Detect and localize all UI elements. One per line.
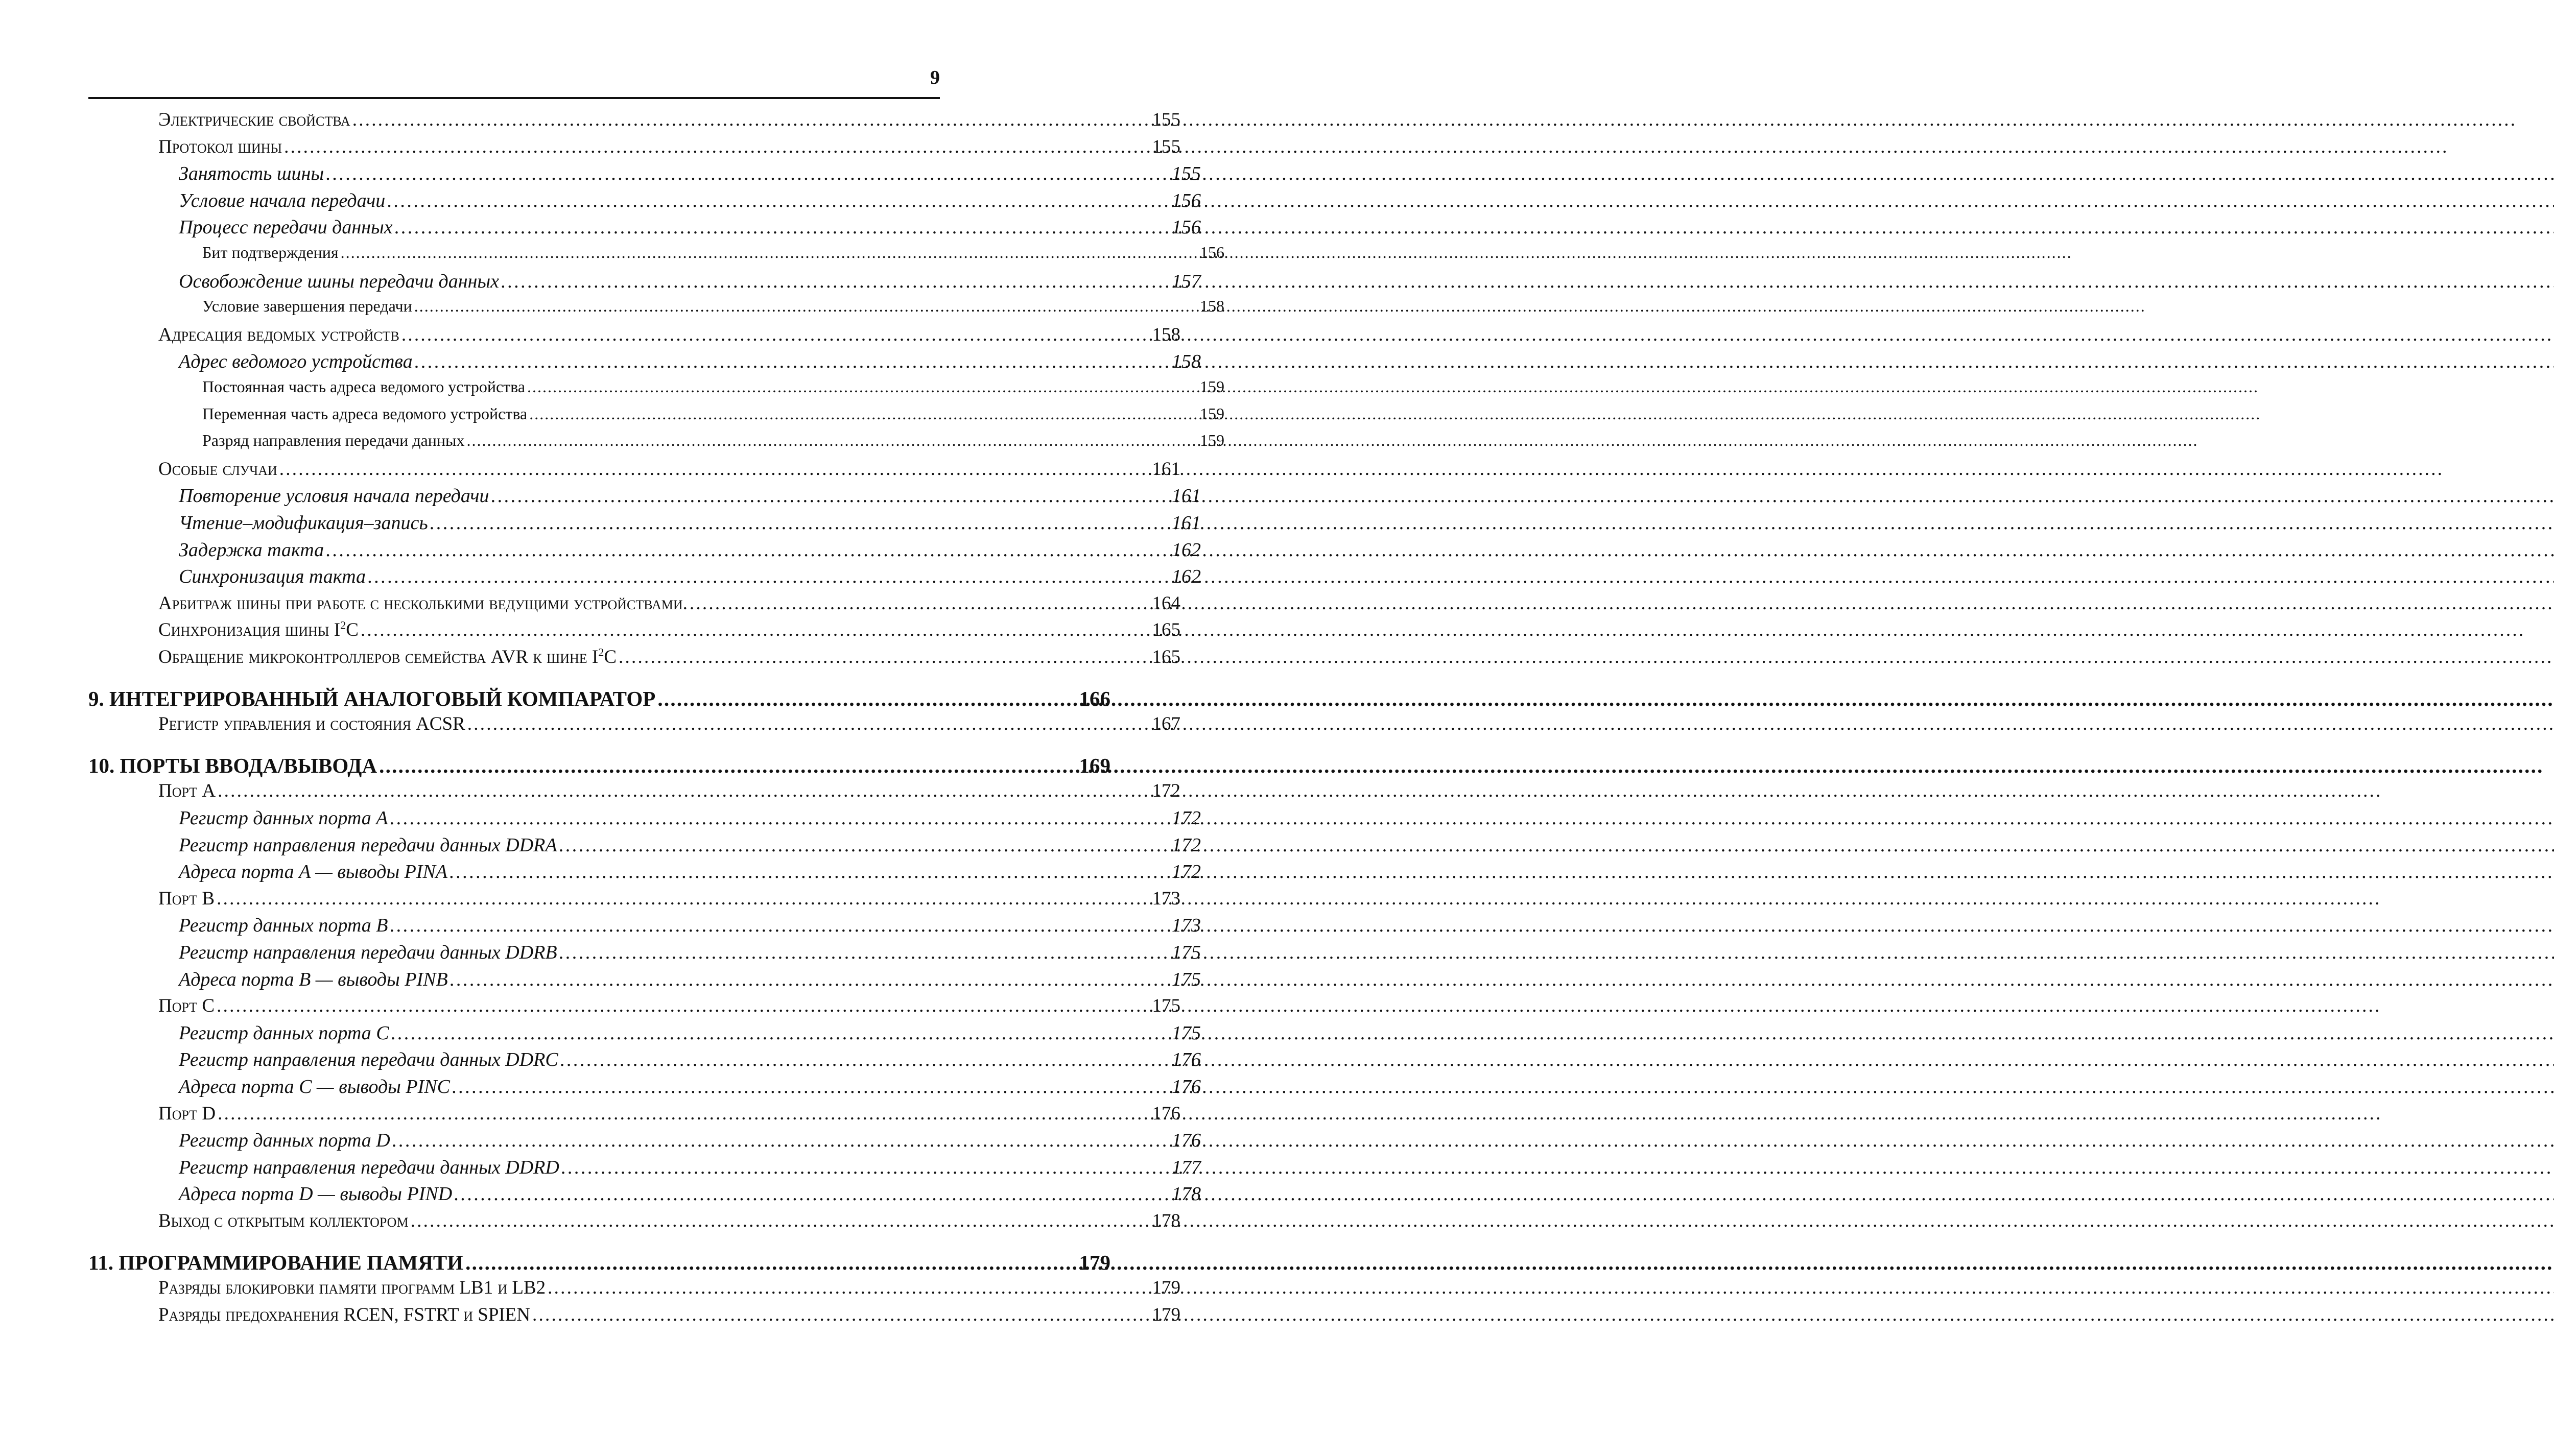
toc-entry-title xyxy=(179,1129,390,1152)
dot-leader xyxy=(532,1304,1148,1326)
toc-entry-page: 164 xyxy=(1152,593,1180,614)
toc-entry-title xyxy=(179,512,428,534)
toc-entry[interactable] xyxy=(0,780,1263,806)
toc-entry-page: 175 xyxy=(1172,969,1201,990)
toc-entry-page: 178 xyxy=(1172,1183,1201,1205)
toc-entry[interactable] xyxy=(0,888,1263,914)
toc-entry[interactable] xyxy=(0,995,1263,1021)
toc-entry-page: 172 xyxy=(1172,834,1201,856)
toc-entry-page: 156 xyxy=(1172,190,1201,211)
toc-entry[interactable] xyxy=(0,136,1263,162)
toc-entry-page: 158 xyxy=(1152,324,1180,345)
toc-entry-title-text: Порт B xyxy=(158,888,215,909)
toc-entry-title xyxy=(88,686,655,711)
dot-leader xyxy=(561,1156,1168,1179)
toc-entry-title xyxy=(158,324,399,346)
toc-entry-title xyxy=(158,995,215,1017)
toc-entry-page: 176 xyxy=(1172,1049,1201,1070)
toc-entry-title-text: Адреса порта D — выводы PIND xyxy=(179,1183,453,1205)
dot-leader xyxy=(559,834,1168,856)
toc-entry-page: 179 xyxy=(1152,1304,1180,1325)
toc-entry-page: 155 xyxy=(1152,109,1180,130)
toc-entry-title-text: Переменная часть адреса ведомого устройства xyxy=(202,404,528,423)
toc-entry-title-text: Регистр управления и состояния ACSR xyxy=(158,713,465,734)
toc-entry-title xyxy=(179,270,499,293)
toc-entry-page: 157 xyxy=(1172,271,1201,292)
toc-entry-title xyxy=(158,136,282,158)
toc-entry[interactable] xyxy=(0,713,1263,739)
dot-leader xyxy=(560,1048,1168,1071)
toc-entry[interactable] xyxy=(0,189,1283,216)
toc-entry-title xyxy=(158,458,277,480)
toc-entry-title-text: Выход с открытым коллектором xyxy=(158,1210,409,1231)
toc-entry-title-text: Регистр направления передачи данных DDRB xyxy=(179,942,557,963)
toc-entry[interactable] xyxy=(0,431,1307,458)
toc-entry[interactable] xyxy=(0,807,1283,833)
dot-leader xyxy=(491,485,1168,507)
toc-entry-title-text: Условие начала передачи xyxy=(179,190,386,211)
toc-entry[interactable] xyxy=(0,109,1263,135)
toc-entry-title xyxy=(179,807,388,829)
page-number: 9 xyxy=(930,67,940,88)
dot-leader xyxy=(368,565,1168,588)
toc-entry-page: 176 xyxy=(1172,1076,1201,1097)
toc-entry-page: 162 xyxy=(1172,539,1201,561)
toc-entry-page: 161 xyxy=(1172,512,1201,534)
toc-entry-page: 158 xyxy=(1200,297,1224,315)
dot-leader xyxy=(501,270,1168,293)
toc-entry-page: 162 xyxy=(1172,566,1201,587)
toc-entry[interactable] xyxy=(0,485,1283,511)
toc-entry-title-text: Адреса порта C — выводы PINC xyxy=(179,1076,450,1097)
toc-entry-title-text: Регистр данных порта B xyxy=(179,915,388,936)
toc-entry[interactable] xyxy=(0,458,1263,485)
dot-leader xyxy=(465,1250,1077,1275)
toc-entry-title-text: Арбитраж шины при работе с несколькими ведущими устройствами. xyxy=(158,593,688,614)
toc-entry[interactable] xyxy=(0,539,1283,565)
toc-entry-title xyxy=(179,941,557,964)
toc-entry-title xyxy=(158,592,688,614)
toc-entry[interactable] xyxy=(0,324,1263,350)
toc-entry[interactable] xyxy=(0,512,1283,538)
toc-entry[interactable] xyxy=(0,914,1283,941)
toc-entry-title-text: Постоянная часть адреса ведомого устройства xyxy=(202,377,526,396)
toc-entry-page: 173 xyxy=(1152,888,1180,909)
dot-leader xyxy=(450,968,1168,991)
toc-entry[interactable] xyxy=(0,216,1283,243)
toc-entry-title-text: Адреса порта B — выводы PINB xyxy=(179,969,448,990)
toc-entry-title xyxy=(202,297,412,316)
toc-entry-title-text: Регистр данных порта A xyxy=(179,807,388,829)
toc-entry-title-text: Регистр направления передачи данных DDRA xyxy=(179,834,557,856)
toc-entry-page: 178 xyxy=(1152,1210,1180,1231)
toc-entry-title xyxy=(158,1304,530,1326)
dot-leader xyxy=(361,619,1148,641)
toc-entry-page: 176 xyxy=(1152,1103,1180,1124)
toc-entry-page: 161 xyxy=(1152,459,1180,480)
toc-entry-title xyxy=(179,968,448,991)
dot-leader xyxy=(218,1103,1148,1125)
toc-chapter-entry[interactable] xyxy=(0,753,1193,780)
toc-entry-title-text: Разряд направления передачи данных xyxy=(202,431,465,449)
toc-entry-page: 177 xyxy=(1172,1157,1201,1178)
dot-leader xyxy=(379,753,1077,778)
toc-entry-title-text: Обращение микроконтроллеров семейства AVR к шине I xyxy=(158,647,599,667)
toc-entry-superscript: 2 xyxy=(598,646,604,659)
toc-entry-page: 158 xyxy=(1172,351,1201,372)
toc-entry-title-text: Электрические свойства xyxy=(158,109,350,130)
toc-entry-title xyxy=(179,539,324,561)
toc-entry-title xyxy=(158,109,350,131)
toc-entry-page: 169 xyxy=(1079,754,1110,777)
toc-entry-title-suffix: C xyxy=(604,647,617,667)
dot-leader xyxy=(559,941,1168,964)
header-rule xyxy=(88,97,940,99)
toc-entry-title-text: Синхронизация шины I xyxy=(158,619,341,640)
toc-entry[interactable] xyxy=(0,861,1283,887)
toc-entry-title xyxy=(202,377,525,396)
toc-entry[interactable] xyxy=(0,404,1307,431)
toc-entry-title-text: Задержка такта xyxy=(179,539,324,561)
toc-entry-page: 175 xyxy=(1152,995,1180,1016)
toc-entry-page: 176 xyxy=(1172,1130,1201,1151)
toc-entry[interactable] xyxy=(0,243,1307,270)
toc-entry[interactable] xyxy=(0,619,1263,646)
toc-entry[interactable] xyxy=(0,1076,1283,1102)
toc-entry-page: 173 xyxy=(1172,915,1201,936)
toc-entry-title-text: Адреса порта A — выводы PINA xyxy=(179,861,448,882)
toc-entry-title xyxy=(158,619,359,641)
dot-leader xyxy=(218,780,1148,802)
toc-entry-title xyxy=(179,834,557,856)
toc-entry-title xyxy=(158,1103,216,1125)
toc-entry[interactable] xyxy=(0,1129,1283,1156)
dot-leader xyxy=(548,1277,1148,1299)
toc-entry-title-text: 11. ПРОГРАММИРОВАНИЕ ПАМЯТИ xyxy=(88,1251,464,1274)
dot-leader xyxy=(390,914,1168,937)
toc-entry[interactable] xyxy=(0,1156,1283,1183)
dot-leader xyxy=(529,404,1188,423)
toc-entry-title-text: Особые случаи xyxy=(158,459,277,480)
toc-entry-page: 179 xyxy=(1152,1277,1180,1298)
dot-leader xyxy=(217,995,1148,1017)
toc-entry-title xyxy=(202,243,339,262)
dot-leader xyxy=(341,243,1188,262)
toc-entry[interactable] xyxy=(0,270,1283,297)
dot-leader xyxy=(411,1210,1148,1232)
toc-entry-title-text: Порт A xyxy=(158,780,216,801)
dot-leader xyxy=(657,686,1077,711)
dot-leader xyxy=(452,1076,1168,1098)
toc-entry-title xyxy=(179,914,388,937)
dot-leader xyxy=(391,1022,1168,1044)
toc-entry-title-text: Регистр данных порта D xyxy=(179,1130,390,1151)
toc-entry-title-text: Синхронизация такта xyxy=(179,566,366,587)
dot-leader xyxy=(430,512,1168,534)
toc-entry-page: 179 xyxy=(1079,1251,1110,1274)
toc-entry-page: 159 xyxy=(1200,377,1224,396)
toc-entry-title-suffix: C xyxy=(346,619,359,640)
toc-entry-page: 155 xyxy=(1172,163,1201,184)
toc-entry-title-text: 10. ПОРТЫ ВВОДА/ВЫВОДА xyxy=(88,754,377,777)
toc-entry[interactable] xyxy=(0,1304,1263,1330)
toc-entry[interactable] xyxy=(0,297,1307,323)
toc-entry-page: 172 xyxy=(1172,861,1201,882)
toc-entry-title-text: Освобождение шины передачи данных xyxy=(179,271,500,292)
toc-entry-title xyxy=(179,350,413,373)
toc-entry-title xyxy=(158,646,617,668)
toc-entry-title-text: Регистр направления передачи данных DDRD xyxy=(179,1157,559,1178)
toc-entry-title xyxy=(202,404,527,423)
toc-entry-title xyxy=(179,162,324,185)
toc-entry-title xyxy=(179,861,447,883)
toc-entry-title xyxy=(179,189,385,212)
toc-entry[interactable] xyxy=(0,1210,1263,1236)
toc-entry-title-text: Условие завершения передачи xyxy=(202,297,412,315)
toc-entry-page: 156 xyxy=(1172,217,1201,238)
toc-entry-title-text: Чтение–модификация–запись xyxy=(179,512,428,534)
toc-entry[interactable] xyxy=(0,565,1283,592)
toc-entry-title xyxy=(179,1076,450,1098)
dot-leader xyxy=(326,162,1168,185)
toc-entry-title xyxy=(179,216,393,238)
toc-entry[interactable] xyxy=(0,592,1263,619)
toc-entry-page: 172 xyxy=(1152,780,1180,801)
toc-entry-title xyxy=(179,1048,558,1071)
dot-leader xyxy=(390,807,1168,829)
toc-entry-title-text: Регистр направления передачи данных DDRC xyxy=(179,1049,558,1070)
toc-entry-title xyxy=(179,485,489,507)
toc-chapter-entry[interactable] xyxy=(0,1250,1193,1277)
toc-entry-page: 167 xyxy=(1152,713,1180,734)
toc-entry-title-text: Адресация ведомых устройств xyxy=(158,324,399,345)
toc-entry-page: 175 xyxy=(1172,1022,1201,1044)
toc-entry-title xyxy=(88,753,377,778)
dot-leader xyxy=(414,297,1188,316)
toc-entry-title-text: Порт C xyxy=(158,995,215,1016)
toc-entry[interactable] xyxy=(0,350,1283,377)
toc-entry-title-text: Разряды блокировки памяти программ LB1 и LB2 xyxy=(158,1277,546,1298)
toc-entry[interactable] xyxy=(0,1048,1283,1075)
toc-entry[interactable] xyxy=(0,646,1263,673)
toc-entry-title xyxy=(202,431,464,450)
toc-entry-title xyxy=(88,1250,463,1275)
toc-entry-title xyxy=(158,780,216,802)
toc-entry-title xyxy=(158,888,215,910)
toc-entry-title-text: Разряды предохранения RCEN, FSTRT и SPIEN xyxy=(158,1304,531,1325)
dot-leader xyxy=(619,646,1148,668)
dot-leader xyxy=(284,136,1148,158)
toc-entry-title xyxy=(158,1277,546,1299)
dot-leader xyxy=(690,592,1148,614)
toc-entry-title-text: Регистр данных порта C xyxy=(179,1022,389,1044)
dot-leader xyxy=(415,350,1168,373)
toc-entry-title-text: Адрес ведомого устройства xyxy=(179,351,413,372)
toc-entry-title-text: Повторение условия начала передачи xyxy=(179,485,489,507)
toc-entry-page: 156 xyxy=(1200,243,1224,261)
toc-entry-title-text: 9. ИНТЕГРИРОВАННЫЙ АНАЛОГОВЫЙ КОМПАРАТОР xyxy=(88,687,656,710)
toc-entry-page: 166 xyxy=(1079,687,1110,710)
toc-entry-title xyxy=(179,1022,389,1044)
toc-entry-title xyxy=(179,1156,559,1179)
dot-leader xyxy=(352,109,1148,131)
toc-entry-title-text: Порт D xyxy=(158,1103,216,1124)
toc-entry[interactable] xyxy=(0,968,1283,995)
dot-leader xyxy=(527,377,1188,396)
toc-entry-title xyxy=(179,565,366,588)
toc-entry-title xyxy=(158,1210,409,1232)
toc-entry-page: 172 xyxy=(1172,807,1201,829)
dot-leader xyxy=(466,431,1188,450)
dot-leader xyxy=(387,189,1168,212)
toc-entry-title-text: Процесс передачи данных xyxy=(179,217,393,238)
dot-leader xyxy=(454,1183,1168,1205)
dot-leader xyxy=(450,861,1168,883)
toc-entry-page: 155 xyxy=(1152,136,1180,157)
dot-leader xyxy=(401,324,1148,346)
dot-leader xyxy=(326,539,1168,561)
toc-chapter-entry[interactable] xyxy=(0,686,1193,713)
toc-entry-superscript: 2 xyxy=(340,618,346,632)
toc-entry-page: 159 xyxy=(1200,431,1224,449)
toc-entry[interactable] xyxy=(0,162,1283,189)
toc-entry-title-text: Протокол шины xyxy=(158,136,282,157)
toc-entry[interactable] xyxy=(0,834,1283,861)
dot-leader xyxy=(217,888,1148,910)
toc-entry-page: 159 xyxy=(1200,404,1224,423)
dot-leader xyxy=(467,713,1148,735)
toc-entry-page: 165 xyxy=(1152,647,1180,667)
toc-entry-page: 165 xyxy=(1152,619,1180,640)
dot-leader xyxy=(279,458,1148,480)
toc-entry-page: 175 xyxy=(1172,942,1201,963)
toc-entry[interactable] xyxy=(0,1103,1263,1129)
toc-entry[interactable] xyxy=(0,1183,1283,1209)
toc-entry-page: 161 xyxy=(1172,485,1201,507)
toc-entry[interactable] xyxy=(0,941,1283,968)
dot-leader xyxy=(392,1129,1168,1152)
toc-entry-title xyxy=(158,713,465,735)
toc-entry[interactable] xyxy=(0,377,1307,404)
toc-entry-title-text: Занятость шины xyxy=(179,163,324,184)
dot-leader xyxy=(395,216,1168,238)
toc-entry-title-text: Бит подтверждения xyxy=(202,243,339,261)
toc-entry-title xyxy=(179,1183,452,1205)
toc-entry[interactable] xyxy=(0,1277,1263,1303)
toc-entry[interactable] xyxy=(0,1022,1283,1048)
